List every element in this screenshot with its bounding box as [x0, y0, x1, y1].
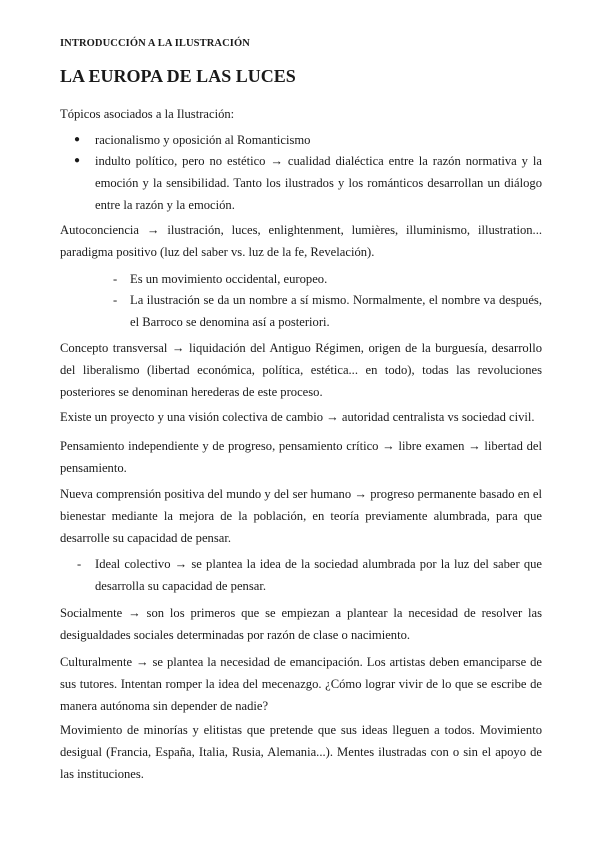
paragraph-nueva-comprension: Nueva comprensión positiva del mundo y del ser humano → progreso permanente basado en el bienestar mediante la mejora de la población, en teoría previamente alumbrada, para que desarrolle su capacidad de pensar.	[60, 487, 542, 545]
paragraph-pensamiento: Pensamiento independiente y de progreso, pensamiento crítico → libre examen → libertad del pensamiento.	[60, 439, 542, 475]
dash-item: Es un movimiento occidental, europeo.	[130, 272, 328, 286]
paragraph-autoconciencia: Autoconciencia → ilustración, luces, enlightenment, lumières, illuminismo, illustration... paradigma positivo (luz del saber vs. luz de la fe, Revelación).	[60, 223, 542, 259]
paragraph-culturalmente: Culturalmente → se plantea la necesidad de emancipación. Los artistas deben emanciparse de sus tutores. Intentan romper la idea del mecenazgo. ¿Cómo lograr vivir de lo que se escribe de manera autónoma sin depender de nadie?	[60, 655, 542, 713]
dash-marker: -	[113, 293, 118, 307]
bullet-item: racionalismo y oposición al Romanticismo	[95, 133, 311, 147]
paragraph-proyecto: Existe un proyecto y una visión colectiva de cambio → autoridad centralista vs sociedad civil.	[60, 410, 535, 424]
dash-marker: -	[113, 272, 118, 286]
running-header: INTRODUCCIÓN A LA ILUSTRACIÓN	[60, 38, 250, 49]
bullet-item: indulto político, pero no estético → cualidad dialéctica entre la razón normativa y la emoción y la sensibilidad. Tanto los ilustrados y los románticos desarrollan un diálogo entre la razón y la emoción.	[95, 154, 542, 212]
paragraph-socialmente: Socialmente → son los primeros que se empiezan a plantear la necesidad de resolver las desigualdades sociales determinadas por razón de clase o nacimiento.	[60, 606, 542, 642]
page-title: LA EUROPA DE LAS LUCES	[60, 66, 296, 86]
dash-item: La ilustración se da un nombre a sí mismo. Normalmente, el nombre va después, el Barroco se denomina así a posteriori.	[130, 293, 542, 329]
dash-marker: -	[77, 557, 82, 571]
paragraph-movimiento: Movimiento de minorías y elitistas que pretende que sus ideas lleguen a todos. Movimiento desigual (Francia, España, Italia, Rusia, Alemania...). Mentes ilustradas con o sin el apoyo de las instituciones.	[60, 723, 542, 781]
intro-paragraph: Tópicos asociados a la Ilustración:	[60, 107, 235, 121]
bullet-marker: ●	[74, 155, 81, 166]
paragraph-concepto: Concepto transversal → liquidación del Antiguo Régimen, origen de la burguesía, desarrollo del liberalismo (libertad económica, política, estética... en todo), todas las revoluciones posteriores se denominan herederas de este proceso.	[60, 341, 542, 399]
bullet-marker: ●	[74, 134, 81, 145]
dash-item: Ideal colectivo → se plantea la idea de la sociedad alumbrada por la luz del saber que desarrolla su capacidad de pensar.	[95, 557, 542, 593]
